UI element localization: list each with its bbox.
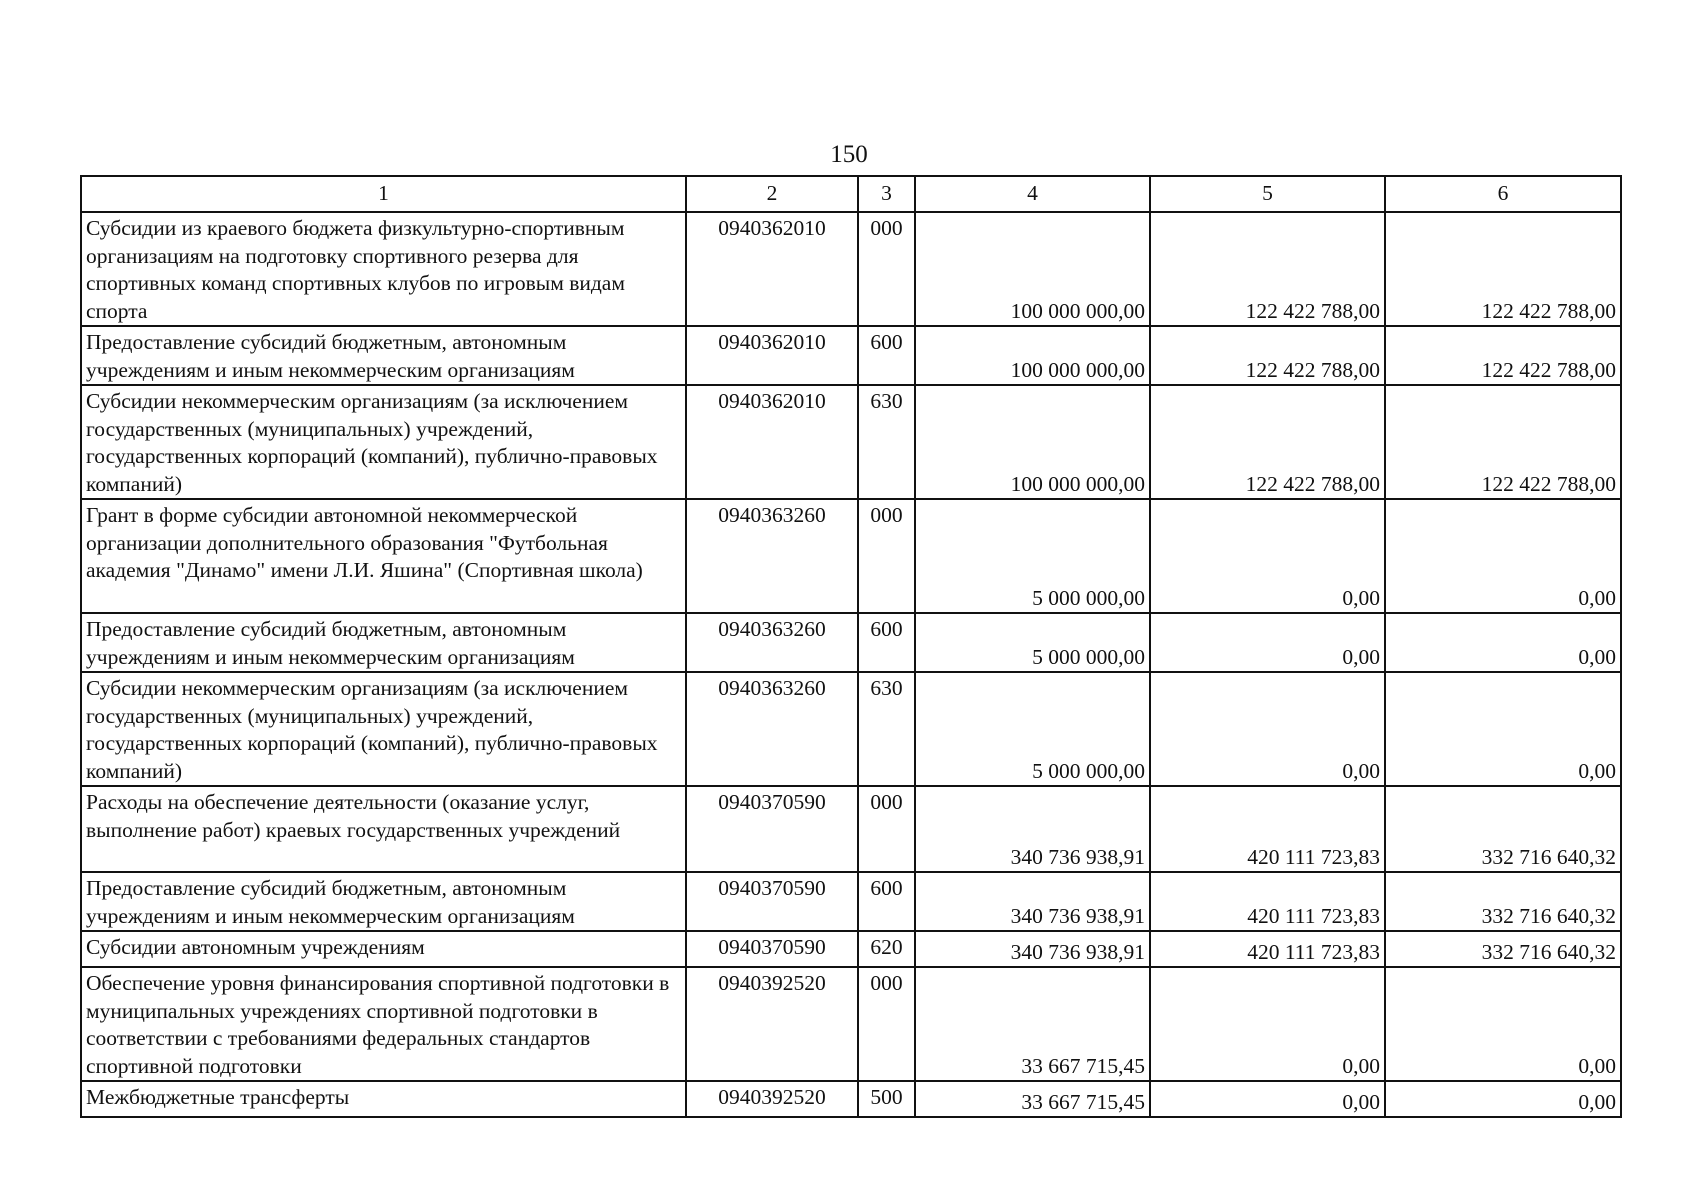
row-value-5: 0,00 <box>1150 613 1385 672</box>
row-value-6: 122 422 788,00 <box>1385 326 1621 385</box>
column-header: 3 <box>858 176 915 212</box>
row-value-6: 122 422 788,00 <box>1385 385 1621 499</box>
row-code: 0940363260 <box>686 499 858 613</box>
row-value-4: 340 736 938,91 <box>915 931 1150 967</box>
row-name: Обеспечение уровня финансирования спортивной подготовки в муниципальных учреждениях спортивной подготовки в соответствии с требованиями федеральных стандартов спортивной подготовки <box>81 967 686 1081</box>
row-value-6: 0,00 <box>1385 967 1621 1081</box>
row-value-6: 122 422 788,00 <box>1385 212 1621 326</box>
column-header: 6 <box>1385 176 1621 212</box>
table-row <box>81 672 1621 786</box>
table-header-row <box>81 176 1621 212</box>
table-row <box>81 1081 1621 1117</box>
column-header: 4 <box>915 176 1150 212</box>
row-value-5: 0,00 <box>1150 1081 1385 1117</box>
column-header: 5 <box>1150 176 1385 212</box>
row-name: Расходы на обеспечение деятельности (оказание услуг, выполнение работ) краевых государственных учреждений <box>81 786 686 872</box>
row-kind: 000 <box>858 499 915 613</box>
row-value-4: 33 667 715,45 <box>915 1081 1150 1117</box>
row-kind: 600 <box>858 326 915 385</box>
row-kind: 630 <box>858 385 915 499</box>
row-name: Предоставление субсидий бюджетным, автономным учреждениям и иным некоммерческим организациям <box>81 613 686 672</box>
row-value-5: 0,00 <box>1150 672 1385 786</box>
row-code: 0940362010 <box>686 385 858 499</box>
row-value-4: 5 000 000,00 <box>915 499 1150 613</box>
row-name: Субсидии некоммерческим организациям (за исключением государственных (муниципальных) учреждений, государственных корпораций (компаний), публично-правовых компаний) <box>81 385 686 499</box>
row-name: Предоставление субсидий бюджетным, автономным учреждениям и иным некоммерческим организациям <box>81 326 686 385</box>
row-code: 0940362010 <box>686 326 858 385</box>
row-kind: 630 <box>858 672 915 786</box>
row-kind: 620 <box>858 931 915 967</box>
table-row <box>81 499 1621 613</box>
row-code: 0940363260 <box>686 613 858 672</box>
row-value-6: 0,00 <box>1385 613 1621 672</box>
row-kind: 000 <box>858 967 915 1081</box>
row-code: 0940370590 <box>686 872 858 931</box>
row-kind: 000 <box>858 212 915 326</box>
table-row <box>81 967 1621 1081</box>
row-code: 0940370590 <box>686 931 858 967</box>
row-value-5: 122 422 788,00 <box>1150 385 1385 499</box>
row-value-5: 420 111 723,83 <box>1150 931 1385 967</box>
table-row <box>81 212 1621 326</box>
row-value-5: 0,00 <box>1150 967 1385 1081</box>
table-row <box>81 326 1621 385</box>
row-value-4: 100 000 000,00 <box>915 212 1150 326</box>
row-value-6: 0,00 <box>1385 672 1621 786</box>
row-value-5: 420 111 723,83 <box>1150 786 1385 872</box>
row-value-5: 122 422 788,00 <box>1150 326 1385 385</box>
row-code: 0940392520 <box>686 967 858 1081</box>
row-name: Субсидии некоммерческим организациям (за исключением государственных (муниципальных) учреждений, государственных корпораций (компаний), публично-правовых компаний) <box>81 672 686 786</box>
table-row <box>81 385 1621 499</box>
row-value-4: 100 000 000,00 <box>915 326 1150 385</box>
row-value-6: 332 716 640,32 <box>1385 786 1621 872</box>
row-value-6: 332 716 640,32 <box>1385 931 1621 967</box>
row-value-4: 340 736 938,91 <box>915 872 1150 931</box>
row-kind: 600 <box>858 613 915 672</box>
row-value-4: 5 000 000,00 <box>915 613 1150 672</box>
budget-table <box>80 175 1622 1118</box>
row-value-4: 5 000 000,00 <box>915 672 1150 786</box>
row-name: Субсидии автономным учреждениям <box>81 931 686 967</box>
table-row <box>81 613 1621 672</box>
table-row <box>81 931 1621 967</box>
row-value-5: 122 422 788,00 <box>1150 212 1385 326</box>
row-name: Грант в форме субсидии автономной некоммерческой организации дополнительного образования "Футбольная академия "Динамо" имени Л.И. Яшина" (Спортивная школа) <box>81 499 686 613</box>
row-code: 0940362010 <box>686 212 858 326</box>
row-value-6: 332 716 640,32 <box>1385 872 1621 931</box>
row-value-4: 33 667 715,45 <box>915 967 1150 1081</box>
row-value-6: 0,00 <box>1385 1081 1621 1117</box>
row-name: Субсидии из краевого бюджета физкультурно-спортивным организациям на подготовку спортивного резерва для спортивных команд спортивных клубов по игровым видам спорта <box>81 212 686 326</box>
row-code: 0940370590 <box>686 786 858 872</box>
row-code: 0940363260 <box>686 672 858 786</box>
row-value-4: 340 736 938,91 <box>915 786 1150 872</box>
row-kind: 500 <box>858 1081 915 1117</box>
row-value-6: 0,00 <box>1385 499 1621 613</box>
row-name: Межбюджетные трансферты <box>81 1081 686 1117</box>
row-value-5: 420 111 723,83 <box>1150 872 1385 931</box>
row-name: Предоставление субсидий бюджетным, автономным учреждениям и иным некоммерческим организациям <box>81 872 686 931</box>
row-code: 0940392520 <box>686 1081 858 1117</box>
table-row <box>81 786 1621 872</box>
row-kind: 000 <box>858 786 915 872</box>
table-row <box>81 872 1621 931</box>
row-value-4: 100 000 000,00 <box>915 385 1150 499</box>
row-kind: 600 <box>858 872 915 931</box>
column-header: 2 <box>686 176 858 212</box>
row-value-5: 0,00 <box>1150 499 1385 613</box>
column-header: 1 <box>81 176 686 212</box>
page-number: 150 <box>830 141 868 168</box>
